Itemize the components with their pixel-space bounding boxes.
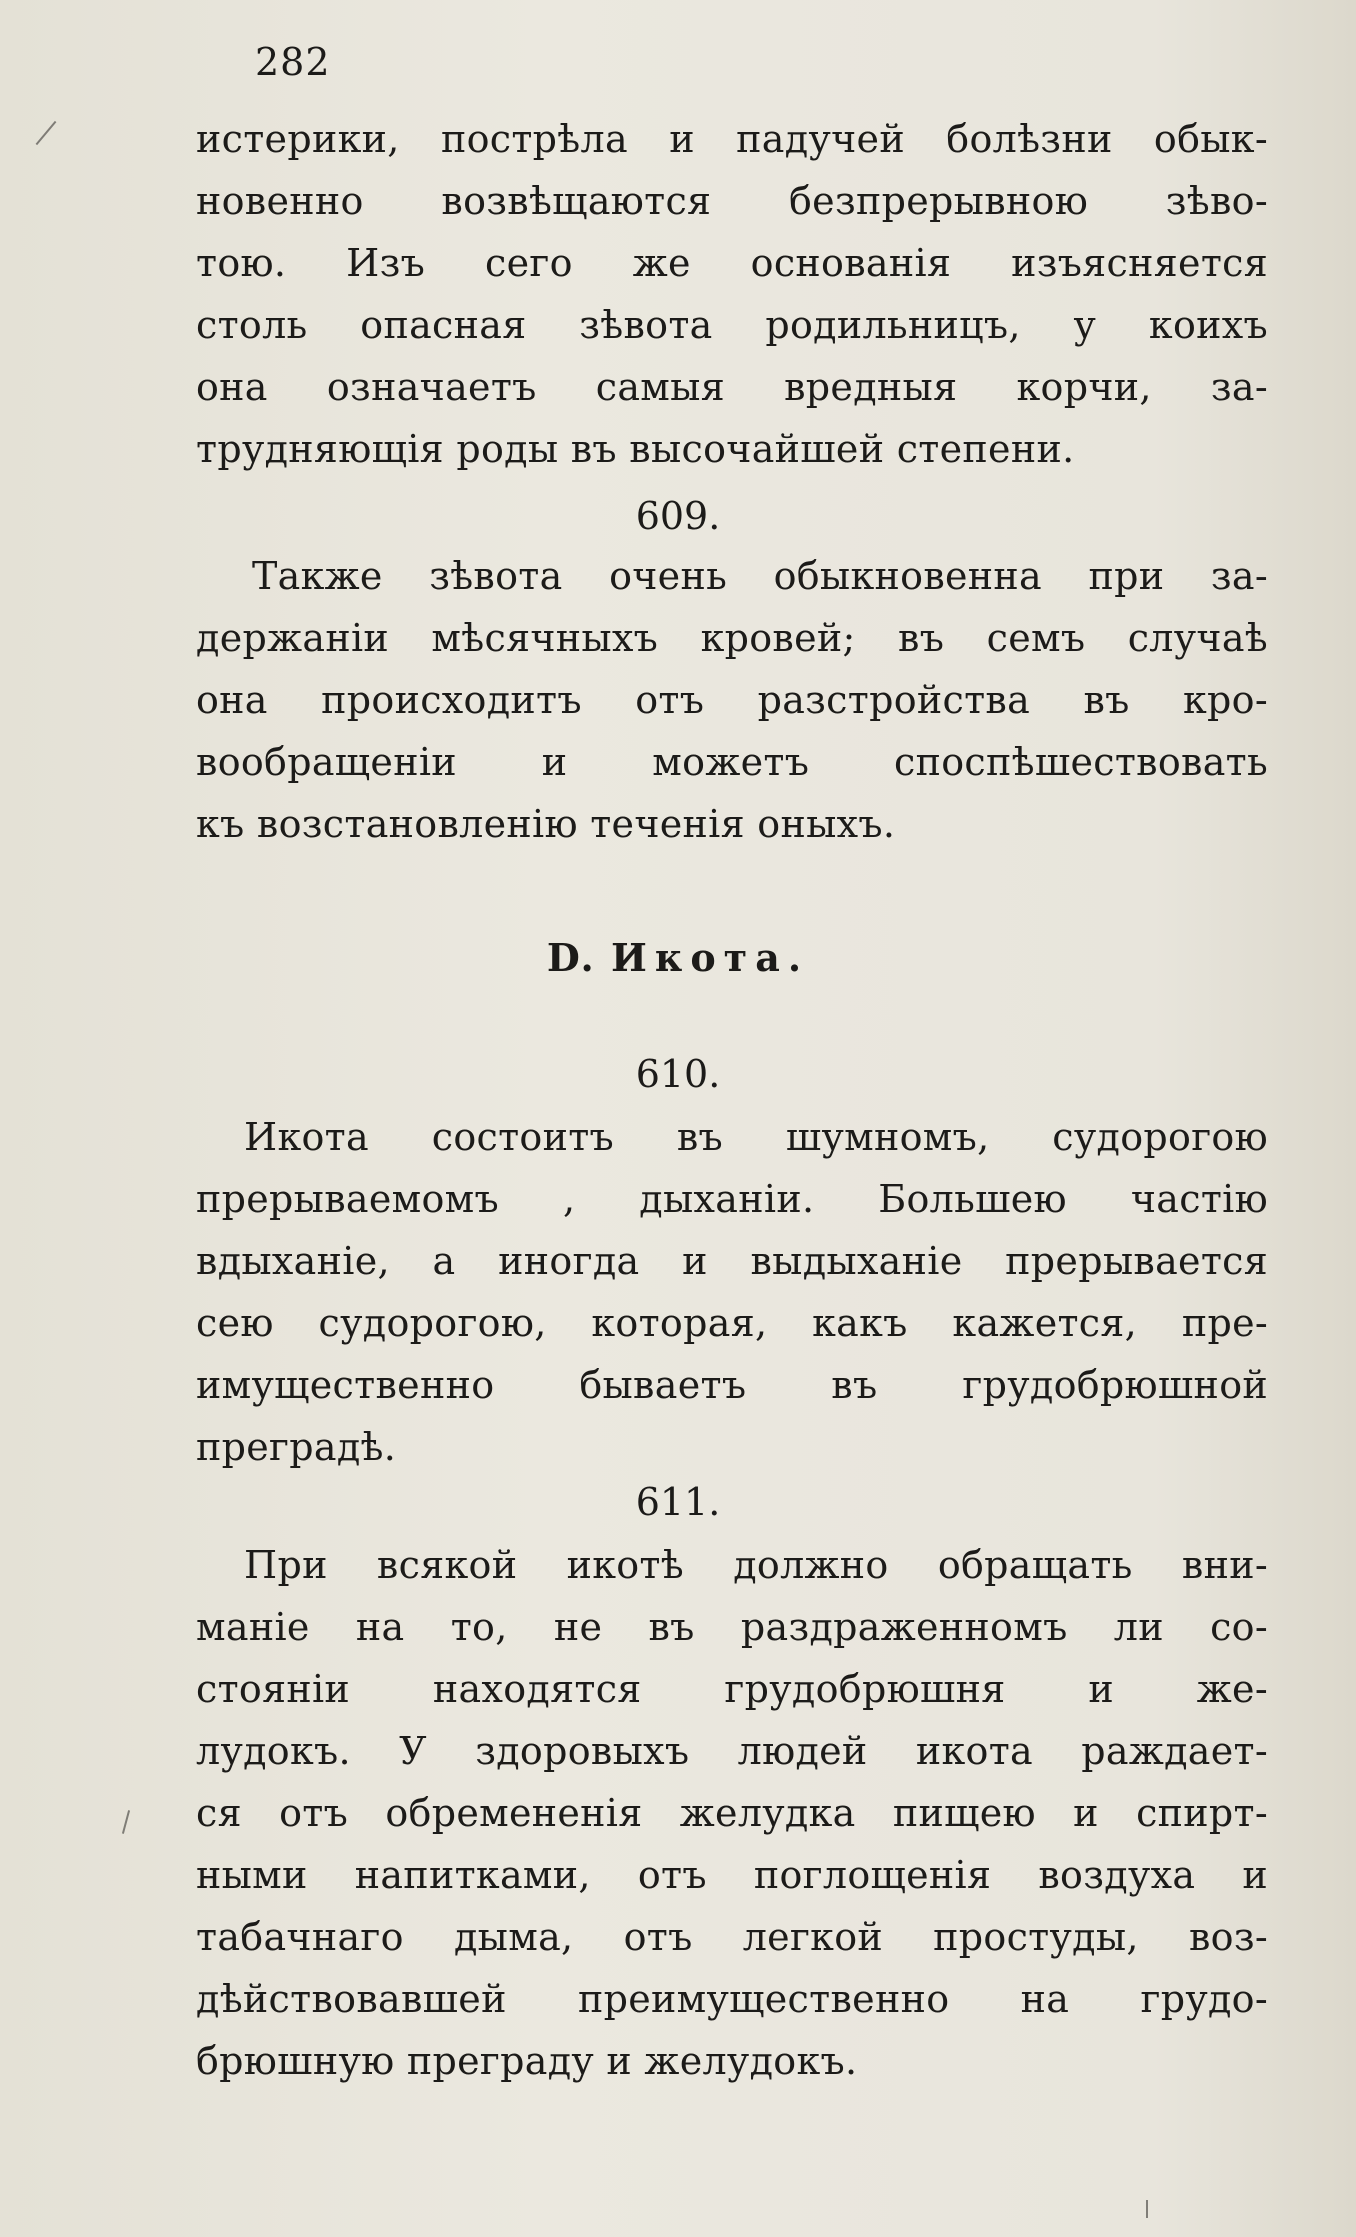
text-line: столь опасная зѣвота родильницъ, у коихъ: [196, 303, 1268, 347]
text-line: Также зѣвота очень обыкновенна при за-: [252, 554, 1268, 598]
text-line: преградѣ.: [196, 1425, 397, 1469]
text-line: истерики, пострѣла и падучей болѣзни обык-: [196, 117, 1268, 161]
pencil-mark: [122, 1810, 130, 1834]
text-line: маніе на то, не въ раздраженномъ ли со-: [196, 1605, 1268, 1649]
text-line: ными напитками, отъ поглощенія воздуха и: [196, 1853, 1268, 1897]
section-heading: [0, 935, 1356, 980]
text-line: къ возстановленію теченія оныхъ.: [196, 802, 896, 846]
heading-title: Икота.: [610, 935, 810, 980]
text-line: лудокъ. У здоровыхъ людей икота раждает-: [196, 1729, 1268, 1773]
text-line: вдыханіе, а иногда и выдыханіе прерывается: [196, 1239, 1268, 1283]
text-line: брюшную преграду и желудокъ.: [196, 2039, 858, 2083]
text-line: трудняющія роды въ высочайшей степени.: [196, 427, 1075, 471]
text-line: ся отъ обремененія желудка пищею и спирт-: [196, 1791, 1268, 1835]
text-line: сею судорогою, которая, какъ кажется, пре-: [196, 1301, 1268, 1345]
section-number-611: 611.: [635, 1480, 721, 1524]
pencil-mark: [36, 121, 57, 145]
paragraph-continuation: [196, 108, 1268, 480]
text-line: держаніи мѣсячныхъ кровей; въ семъ случаѣ: [196, 616, 1268, 660]
text-line: имущественно бываетъ въ грудобрюшной: [196, 1363, 1268, 1407]
pencil-mark: [1146, 2200, 1148, 2218]
text-line: новенно возвѣщаются безпрерывною зѣво-: [196, 179, 1268, 223]
page-number: 282: [255, 40, 331, 84]
text-line: тою. Изъ сего же основанія изъясняется: [196, 241, 1268, 285]
text-line: При всякой икотѣ должно обращать вни-: [244, 1543, 1268, 1587]
paragraph-611: [196, 1534, 1268, 2092]
text-line: вообращеніи и можетъ споспѣшествовать: [196, 740, 1268, 784]
text-line: она происходитъ отъ разстройства въ кро-: [196, 678, 1268, 722]
text-line: дѣйствовавшей преимущественно на грудо-: [196, 1977, 1268, 2021]
text-line: прерываемомъ , дыханіи. Большею частію: [196, 1177, 1268, 1221]
paragraph-610: [196, 1106, 1268, 1478]
section-number-609: 609.: [635, 494, 721, 538]
heading-letter: D.: [546, 935, 596, 980]
text-line: она означаетъ самыя вредныя корчи, за-: [196, 365, 1268, 409]
text-line: стояніи находятся грудобрюшня и же-: [196, 1667, 1268, 1711]
section-number-610: 610.: [635, 1052, 721, 1096]
text-line: Икота состоитъ въ шумномъ, судорогою: [244, 1115, 1268, 1159]
text-line: табачнаго дыма, отъ легкой простуды, воз-: [196, 1915, 1268, 1959]
paragraph-609: [196, 545, 1268, 855]
